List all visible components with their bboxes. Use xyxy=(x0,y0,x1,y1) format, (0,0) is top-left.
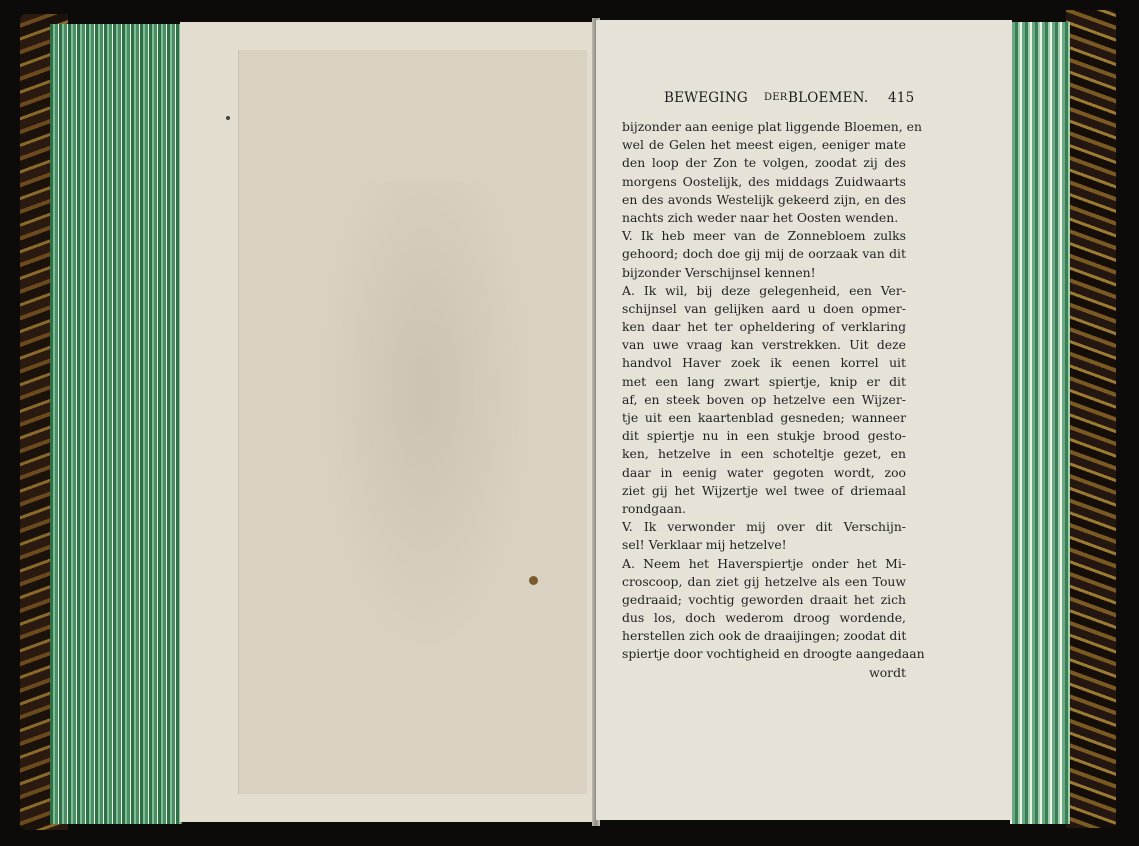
text-line: gehoord; doch doe gij mij de oorzaak van dit xyxy=(622,246,906,262)
text-line: met een lang zwart spiertje, knip er dit xyxy=(622,373,906,389)
text-line: en des avonds Westelijk gekeerd zijn, en des xyxy=(622,191,906,207)
text-line: gedraaid; vochtig geworden draait het zich xyxy=(622,591,906,607)
text-line: ken daar het ter opheldering of verklaring xyxy=(622,319,906,335)
text-line: ziet gij het Wijzertje wel twee of driemaal xyxy=(622,482,906,498)
text-line: bijzonder aan eenige plat liggende Bloemen, en xyxy=(622,119,922,134)
text-line: dus los, doch wederom droog wordende, xyxy=(622,610,906,626)
text-line: sel! Verklaar mij hetzelve! xyxy=(622,537,787,553)
text-line: V. Ik verwonder mij over dit Verschijn- xyxy=(622,519,906,535)
text-line: A. Ik wil, bij deze gelegenheid, een Ver- xyxy=(622,282,906,298)
text-line: ken, hetzelve in een schoteltje gezet, en xyxy=(622,446,906,462)
page-number: 415 xyxy=(888,90,915,106)
text-line: nachts zich weder naar het Oosten wenden. xyxy=(622,209,899,225)
text-line: bijzonder Verschijnsel kennen! xyxy=(622,264,816,280)
text-line: spiertje door vochtigheid en droogte aangedaan xyxy=(622,646,925,662)
text-line: croscoop, dan ziet gij hetzelve als een Touw xyxy=(622,573,906,589)
text-line: herstellen zich ook de draaijingen; zoodat dit xyxy=(622,628,907,644)
book-cover-right xyxy=(1066,10,1116,828)
text-line: dit spiertje nu in een stukje brood gesto- xyxy=(622,428,906,444)
show-through-illustration xyxy=(300,182,550,702)
page-edges-left xyxy=(50,24,182,824)
header-title-word-2: DER xyxy=(764,92,788,103)
catchword: wordt xyxy=(869,664,906,680)
left-page xyxy=(180,22,594,822)
header-title-word-1: BEWEGING xyxy=(664,90,748,106)
text-line: rondgaan. xyxy=(622,500,686,516)
text-line: tje uit een kaartenblad gesneden; wanneer xyxy=(622,410,906,425)
text-line: A. Neem het Haverspiertje onder het Mi- xyxy=(622,555,906,571)
text-line: af, en steek boven op hetzelve een Wijzer- xyxy=(622,391,906,407)
ink-dot xyxy=(226,116,230,120)
text-line: handvol Haver zoek ik eenen korrel uit xyxy=(622,355,906,371)
text-line: wel de Gelen het meest eigen, eeniger mate xyxy=(622,137,906,153)
text-line: morgens Oostelijk, des middags Zuidwaarts xyxy=(622,173,906,189)
foxing-spot xyxy=(529,576,538,585)
page-edges-right xyxy=(1010,22,1070,824)
text-line: den loop der Zon te volgen, zoodat zij des xyxy=(622,155,906,171)
running-header xyxy=(660,90,915,112)
text-line: V. Ik heb meer van de Zonnebloem zulks xyxy=(622,228,906,244)
text-line: schijnsel van gelijken aard u doen opmer- xyxy=(622,300,906,316)
header-title-word-3: BLOEMEN. xyxy=(788,90,869,106)
body-text xyxy=(622,118,925,682)
text-line: daar in eenig water gegoten wordt, zoo xyxy=(622,464,906,480)
text-line: van uwe vraag kan verstrekken. Uit deze xyxy=(622,337,906,353)
